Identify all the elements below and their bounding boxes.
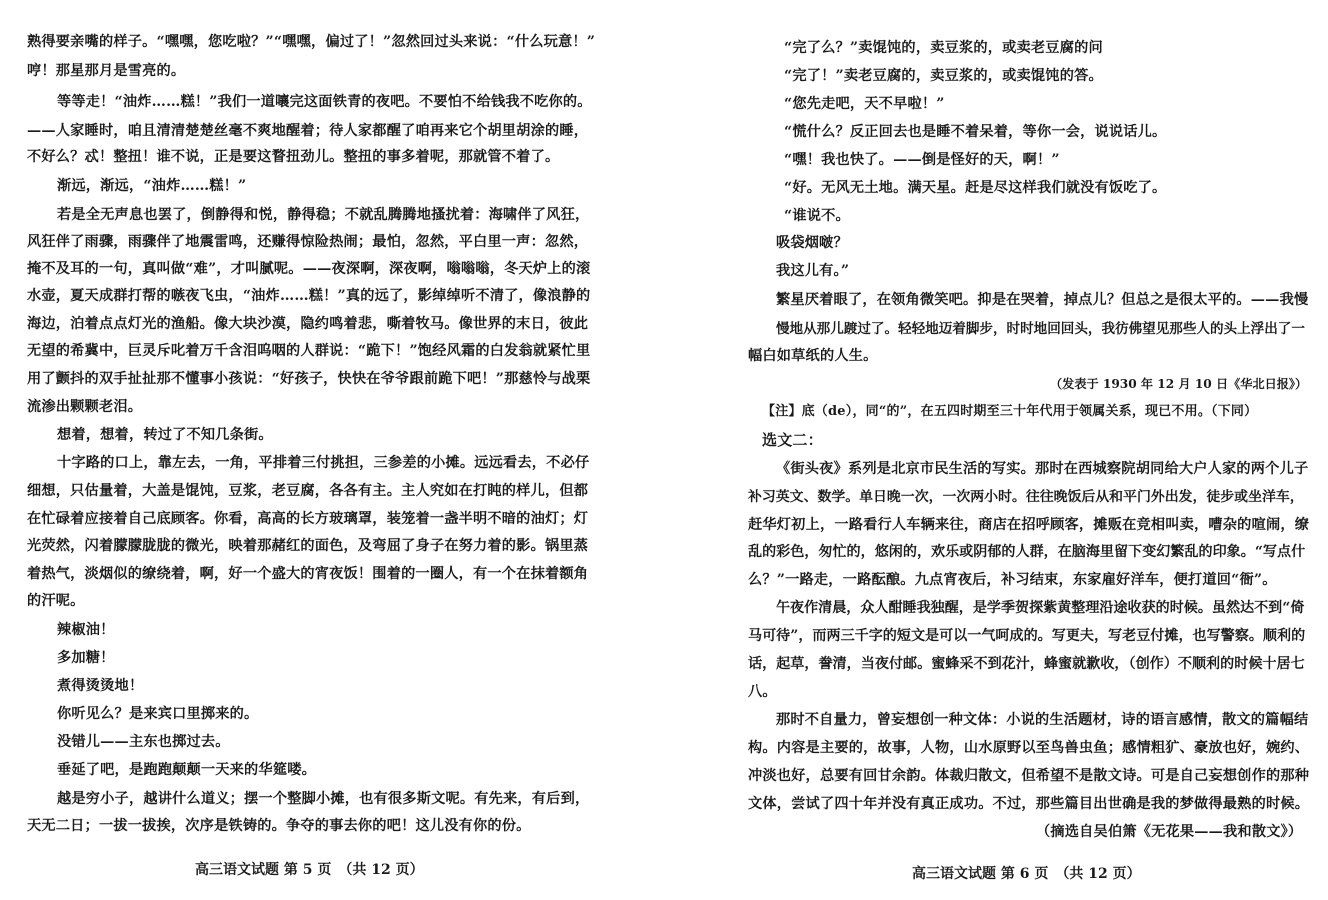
text-line: “完了！”卖老豆腐的，卖豆浆的，或卖馄饨的答。	[784, 68, 1103, 84]
text-line: 《街头夜》系列是北京市民生活的写实。那时在西城察院胡同给大户人家的两个儿子	[776, 461, 1309, 477]
text-line: ——人家睡时，咱且清清楚楚丝毫不爽地醒着；待人家都醒了咱再来它个胡里胡涂的睡，	[27, 123, 589, 139]
text-line: 午夜作清晨，众人酣睡我独醒，是学季贺探紫黄整理沿途收获的时候。虽然达不到“倚	[776, 600, 1305, 616]
text-line: 无望的希冀中，巨灵斥叱着万千含泪呜咽的人群说：“跪下！”饱经风霜的白发翁就紧忙里	[27, 343, 591, 359]
text-line: 么？”一路走，一路酝酿。九点宵夜后，补习结束，东家雇好洋车，便打道回“衙”。	[748, 572, 1277, 588]
text-line: 哼！那星那月是雪亮的。	[27, 63, 186, 79]
page-footer: 高三语文试题 第 5 页 （共 12 页）	[195, 862, 424, 878]
right-page	[664, 0, 1328, 900]
text-line: 水壶，夏天成群打帮的嗾夜飞虫，“油炸……糕！”真的远了，影绰绰听不清了，像浪静的	[27, 288, 591, 304]
text-line: 若是全无声息也罢了，倒静得和悦，静得稳；不就乱腾腾地搔扰着：海啸伴了风狂，	[57, 207, 590, 223]
page-footer: 高三语文试题 第 6 页 （共 12 页）	[912, 866, 1141, 882]
text-line: 慢地从那儿踱过了。轻轻地迈着脚步，时时地回回头，我彷佛望见那些人的头上浮出了一	[776, 321, 1305, 337]
text-line: “慌什么？反正回去也是睡不着呆着，等你一会，说说话儿。	[784, 124, 1167, 140]
text-line: 幅白如草纸的人生。	[748, 348, 878, 364]
text-line: 话，起草，誊清，当夜付邮。蜜蜂采不到花汁，蜂蜜就歉收，（创作）不顺利的时候十居七	[748, 656, 1305, 672]
text-line: 流渗出颗颗老泪。	[27, 399, 143, 415]
text-line: 海边，泊着点点灯光的渔船。像大块沙漠，隐约鸣着悲，嘶着牧马。像世界的末日，彼此	[27, 316, 589, 332]
text-line: 不好么？忒！整扭！谁不说，正是要这瞀扭劲儿。整扭的事多着呢，那就管不着了。	[27, 149, 560, 165]
text-line: “好。无风无土地。满天星。赶是尽这样我们就没有饭吃了。	[784, 180, 1167, 196]
text-line: 渐远，渐远，“油炸……糕！”	[57, 178, 247, 194]
text-line: 我这儿有。”	[776, 263, 850, 279]
text-line: 没错儿——主东也掷过去。	[57, 734, 230, 750]
text-line: 你听见么？是来宾口里掷来的。	[57, 706, 259, 722]
text-line: 风狂伴了雨骤，雨骤伴了地震雷鸣，还赚得惊险热闹；最怕，忽然，平白里一声：忽然，	[27, 234, 589, 250]
text-line: 繁星厌着眼了，在领角微笑吧。抑是在哭着，掉点儿？但总之是很太平的。——我慢	[776, 292, 1309, 308]
text-line: “您先走吧，天不早啦！”	[784, 96, 945, 112]
text-line: 多加糖！	[57, 650, 115, 666]
text-line: 乱的彩色，匆忙的，悠闲的，欢乐或阴郁的人群，在脑海里留下变幻繁乱的印象。“写点什	[748, 544, 1306, 560]
text-line: 天无二日；一拔一拔挨，次序是铁铸的。争夺的事去你的吧！这儿没有你的份。	[27, 818, 531, 834]
text-line: 马可待”，而两三千字的短文是可以一气呵成的。写更夫，写老豆付摊，也写警察。顺利的	[748, 628, 1306, 644]
source-citation: （摘选自吴伯箫《无花果——我和散文》）	[1036, 824, 1303, 840]
text-line: 构。内容是主要的，故事，人物，山水原野以至鸟兽虫鱼；感情粗犷、豪放也好，婉约、	[748, 740, 1310, 756]
text-line: 垂延了吧，是跑跑颠颠一天来的华筵喽。	[57, 762, 316, 778]
text-line: 等等走！“油炸……糕！”我们一道嚷完这面铁青的夜吧。不要怕不给钱我不吃你的。	[57, 94, 592, 110]
text-line: 细想，只估量着，大盖是馄饨，豆浆，老豆腐，各各有主。主人究如在打盹的样儿，但都	[27, 483, 589, 499]
text-line: 用了颤抖的双手扯扯那不懂事小孩说：“好孩子，快快在爷爷跟前跪下吧！”那慈怜与战栗	[27, 371, 591, 387]
text-line: 在忙碌着应接着自己底顾客。你看，高高的长方玻璃罩，装笼着一盏半明不暗的油灯；灯	[27, 511, 589, 527]
text-line: 着热气，淡烟似的缭绕着，啊，好一个盛大的宵夜饭！围着的一圈人，有一个在抹着额角	[27, 566, 589, 582]
text-line: 掩不及耳的一句，真叫做“难”，才叫腻呢。——夜深啊，深夜啊，嗡嗡嗡，冬天炉上的滚	[27, 261, 591, 277]
text-line: 补习英文、数学。单日晚一次，一次两小时。往往晚饭后从和平门外出发，徒步或坐洋车，	[748, 489, 1304, 505]
text-line: 光荧然，闪着朦朦胧胧的微光，映着那赭红的面色，及弯屈了身子在努力着的影。锅里蒸	[27, 538, 589, 554]
text-line: 吸袋烟啵？	[776, 235, 848, 251]
text-line: 熟得要亲嘴的样子。“嘿嘿，您吃啦？”“嘿嘿，偏过了！”忽然回过头来说：“什么玩意！”	[27, 34, 596, 50]
source-citation: （发表于 1930 年 12 月 10 日《华北日报》）	[1050, 377, 1308, 391]
text-line: 文体，尝试了四十年并没有真正成功。不过，那些篇目出世确是我的梦做得最熟的时候。	[748, 796, 1310, 812]
text-line: 越是穷小子，越讲什么道义；摆一个整脚小摊，也有很多斯文呢。有先来，有后到，	[57, 791, 590, 807]
text-line: 辣椒油！	[57, 622, 115, 638]
text-line: 八。	[748, 684, 777, 700]
text-line: 的汗呢。	[27, 593, 85, 609]
text-line: 那时不自量力，曾妄想创一种文体：小说的生活题材，诗的语言感情，散文的篇幅结	[776, 712, 1309, 728]
section-heading: 选文二：	[762, 431, 823, 449]
text-line: 冲淡也好，总要有回甘余韵。体裁归散文，但希望不是散文诗。可是自己妄想创作的那种	[748, 768, 1310, 784]
text-line: 想着，想着，转过了不知几条街。	[57, 427, 273, 443]
text-line: “谁说不。	[784, 208, 850, 224]
text-line: 煮得烫烫地！	[57, 678, 144, 694]
footnote: 【注】底（de），同“的”，在五四时期至三十年代用于领属关系，现已不用。（下同）	[762, 404, 1258, 419]
text-line: 赶华灯初上，一路看行人车辆来往，商店在招呼顾客，摊贩在竞相叫卖，嘈杂的喧闹，缭	[748, 517, 1310, 533]
text-line: 十字路的口上，靠左去，一角，平排着三付挑担，三参差的小摊。远远看去，不必仔	[57, 455, 590, 471]
text-line: “完了么？”卖馄饨的，卖豆浆的，或卖老豆腐的问	[784, 40, 1103, 56]
text-line: “嘿！我也快了。——倒是怪好的天，啊！”	[784, 152, 1060, 168]
